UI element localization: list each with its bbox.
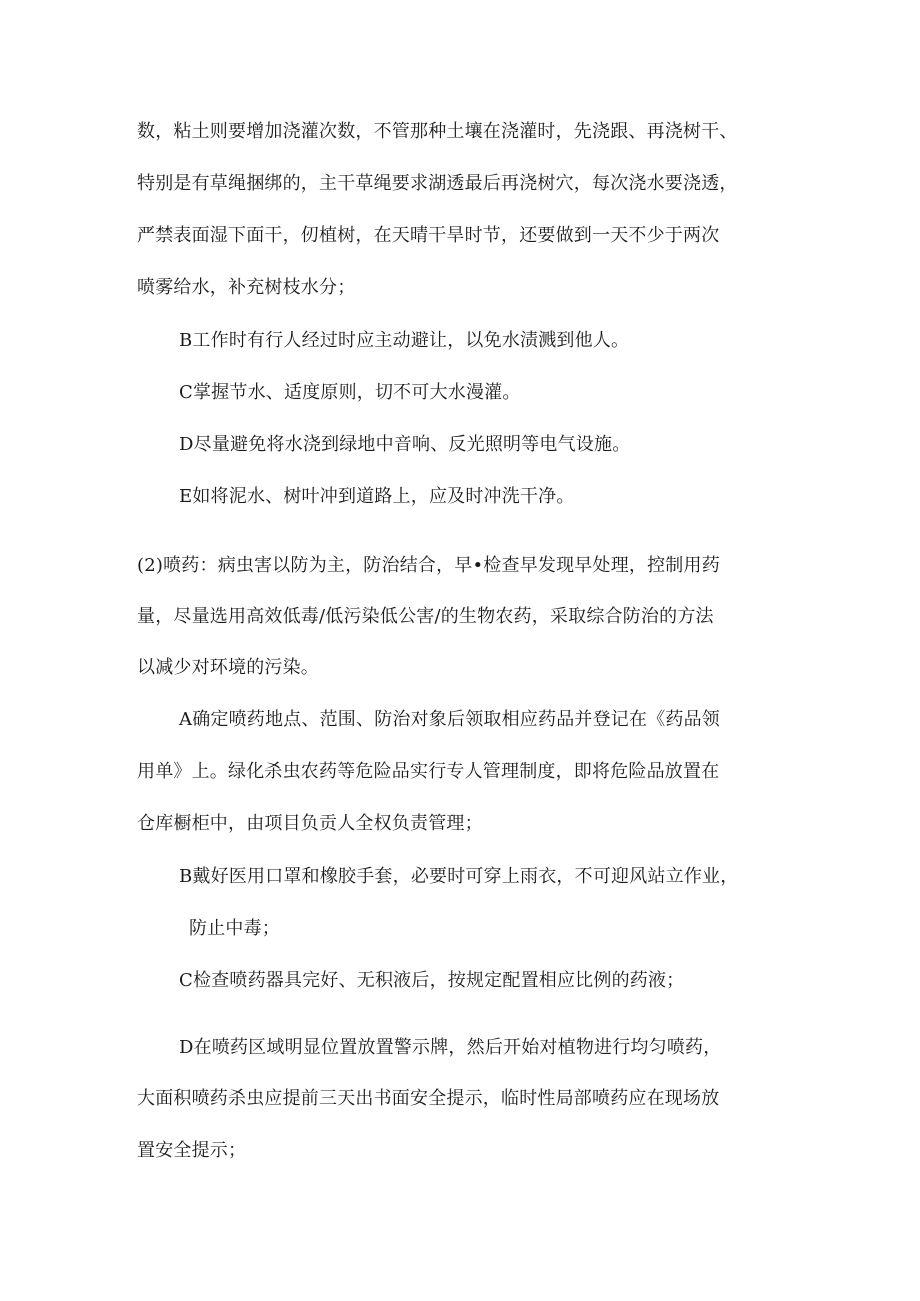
text-line-10: 量，尽量选用高效低毒/低污染低公害/的生物农药，采取综合防治的方法: [137, 606, 714, 627]
text-line-6: C掌握节水、适度原则，切不可大水漫灌。: [179, 382, 521, 403]
text-line-14: 仓库橱柜中，由项目负贡人全权负责管理；: [137, 813, 483, 834]
text-line-18: D在喷药区域明显位置放置警示牌，然后开始对植物进行均匀喷药，: [179, 1037, 722, 1058]
text-line-11: 以减少对环境的污染。: [137, 657, 319, 678]
text-line-7: D尽量避免将水浇到绿地中音响、反光照明等电气设施。: [179, 434, 631, 455]
text-line-13: 用单》上。绿化杀虫农药等危险品实行专人管理制度，即将危险品放置在: [137, 761, 720, 782]
text-line-16: 防止中毒；: [189, 918, 280, 939]
text-line-20: 置安全提示；: [137, 1140, 247, 1161]
text-line-9: (2)喷药：病虫害以防为主，防治结合，早•检查早发现早处理，控制用药: [137, 555, 720, 576]
text-line-19: 大面积喷药杀虫应提前三天出书面安全提示，临时性局部喷药应在现场放: [137, 1088, 720, 1109]
text-line-1: 数，粘土则要增加浇灌次数，不管那种土壤在浇灌时，先浇跟、再浇树干、: [137, 121, 738, 142]
text-line-15: B戴好医用口罩和橡胶手套，必要时可穿上雨衣，不可迎风站立作业，: [179, 866, 739, 887]
text-line-12: A确定喷药地点、范围、防治对象后领取相应药品并登记在《药品领: [179, 709, 720, 730]
text-line-5: B工作时有行人经过时应主动避让，以免水渍溅到他人。: [179, 330, 630, 351]
text-line-8: E如将泥水、树叶冲到道路上，应及时冲洗干净。: [179, 486, 575, 507]
text-line-4: 喷雾给水，补充树枝水分；: [137, 277, 356, 298]
text-line-17: C检查喷药器具完好、无积液后，按规定配置相应比例的药液；: [179, 970, 685, 991]
text-line-2: 特别是有草绳捆绑的，主干草绳要求湖透最后再浇树穴，每次浇水要浇透，: [137, 173, 738, 194]
text-line-3: 严禁表面湿下面干，仞植树，在天晴干旱时节，还要做到一天不少于两次: [137, 225, 720, 246]
